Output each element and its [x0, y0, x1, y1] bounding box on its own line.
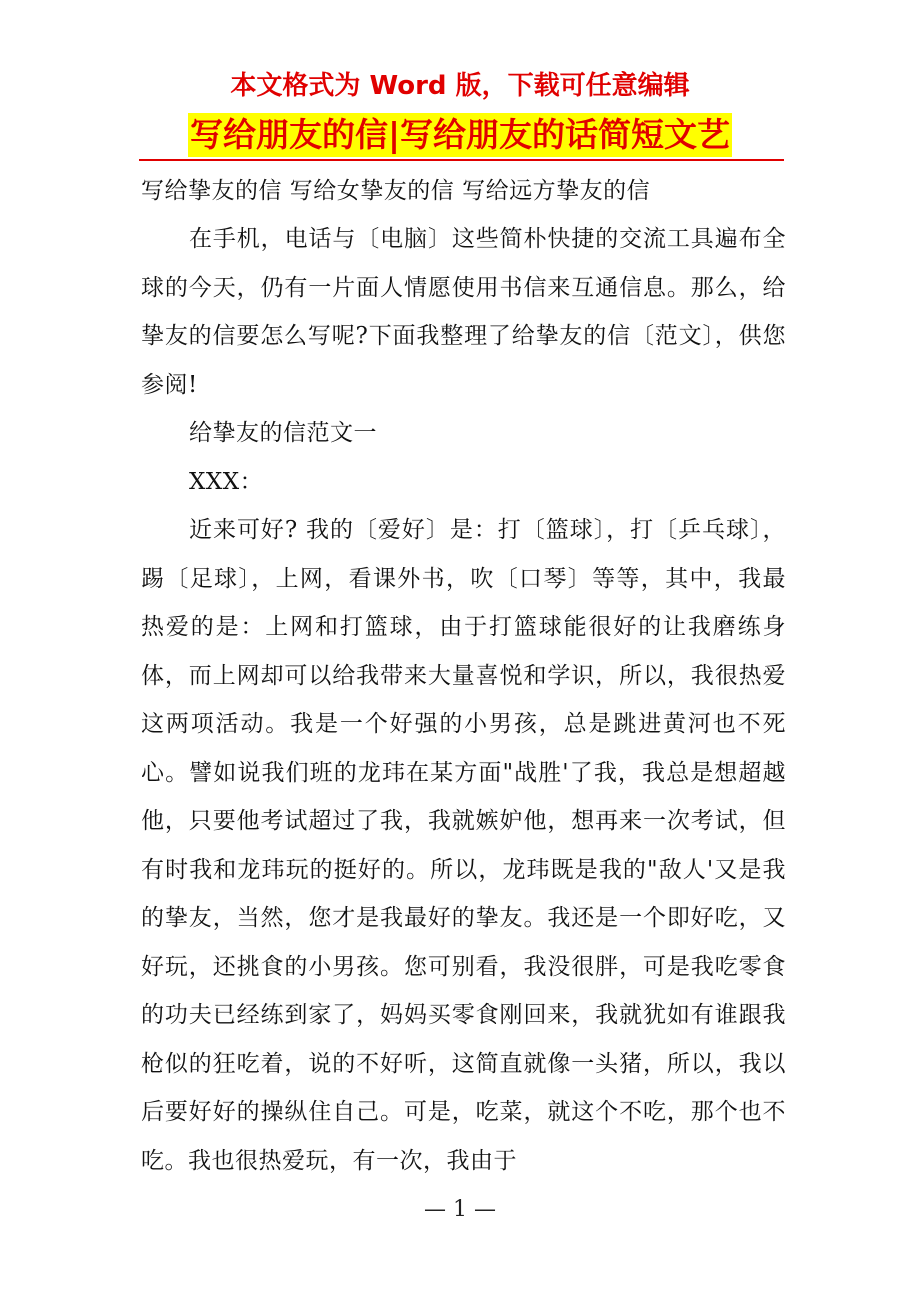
letter-salutation: XXX：	[189, 468, 264, 495]
section-heading: 给挚友的信范文一	[189, 420, 377, 446]
title-container	[0, 113, 920, 157]
document-title: 写给朋友的信|写给朋友的话简短文艺	[188, 113, 732, 157]
letter-body-paragraph: 近来可好? 我的〔爱好〕是：打〔篮球〕，打〔乒乓球〕，踢〔足球〕，上网，看课外书，吹〔口琴〕等等，其中，我最热爱的是：上网和打篮球，由于打篮球能很好的让我磨练身体，而上网却可以给我带来大量喜悦和学识，所以，我很热爱这两项活动。我是一个好强的小男孩，总是跳进黄河也不死心。譬如说我们班的龙玮在某方面"战胜'了我，我总是想超越他，只要他考试超过了我，我就嫉妒他，想再来一次考试，但有时我和龙玮玩的挺好的。所以，龙玮既是我的"敌人'又是我的挚友，当然，您才是我最好的挚友。我还是一个即好吃，又好玩，还挑食的小男孩。您可别看，我没很胖，可是我吃零食的功夫已经练到家了，妈妈买零食刚回来，我就犹如有谁跟我枪似的狂吃着，说的不好听，这简直就像一头猪，所以，我以后要好好的操纵住自己。可是，吃菜，就这个不吃，那个也不吃。我也很热爱玩，有一次，我由于	[141, 517, 786, 1174]
subtitle-line: 写给挚友的信 写给女挚友的信 写给远方挚友的信	[141, 178, 651, 204]
word-format-notice: 本文格式为 Word 版，下载可任意编辑	[230, 71, 690, 101]
intro-paragraph: 在手机，电话与〔电脑〕这些简朴快捷的交流工具遍布全球的今天，仍有一片面人情愿使用书信来互通信息。那么，给挚友的信要怎么写呢?下面我整理了给挚友的信〔范文〕，供您参阅!	[141, 226, 786, 398]
page-number: — 1 —	[424, 1197, 496, 1222]
title-divider	[139, 159, 784, 161]
document-body	[141, 168, 786, 1185]
